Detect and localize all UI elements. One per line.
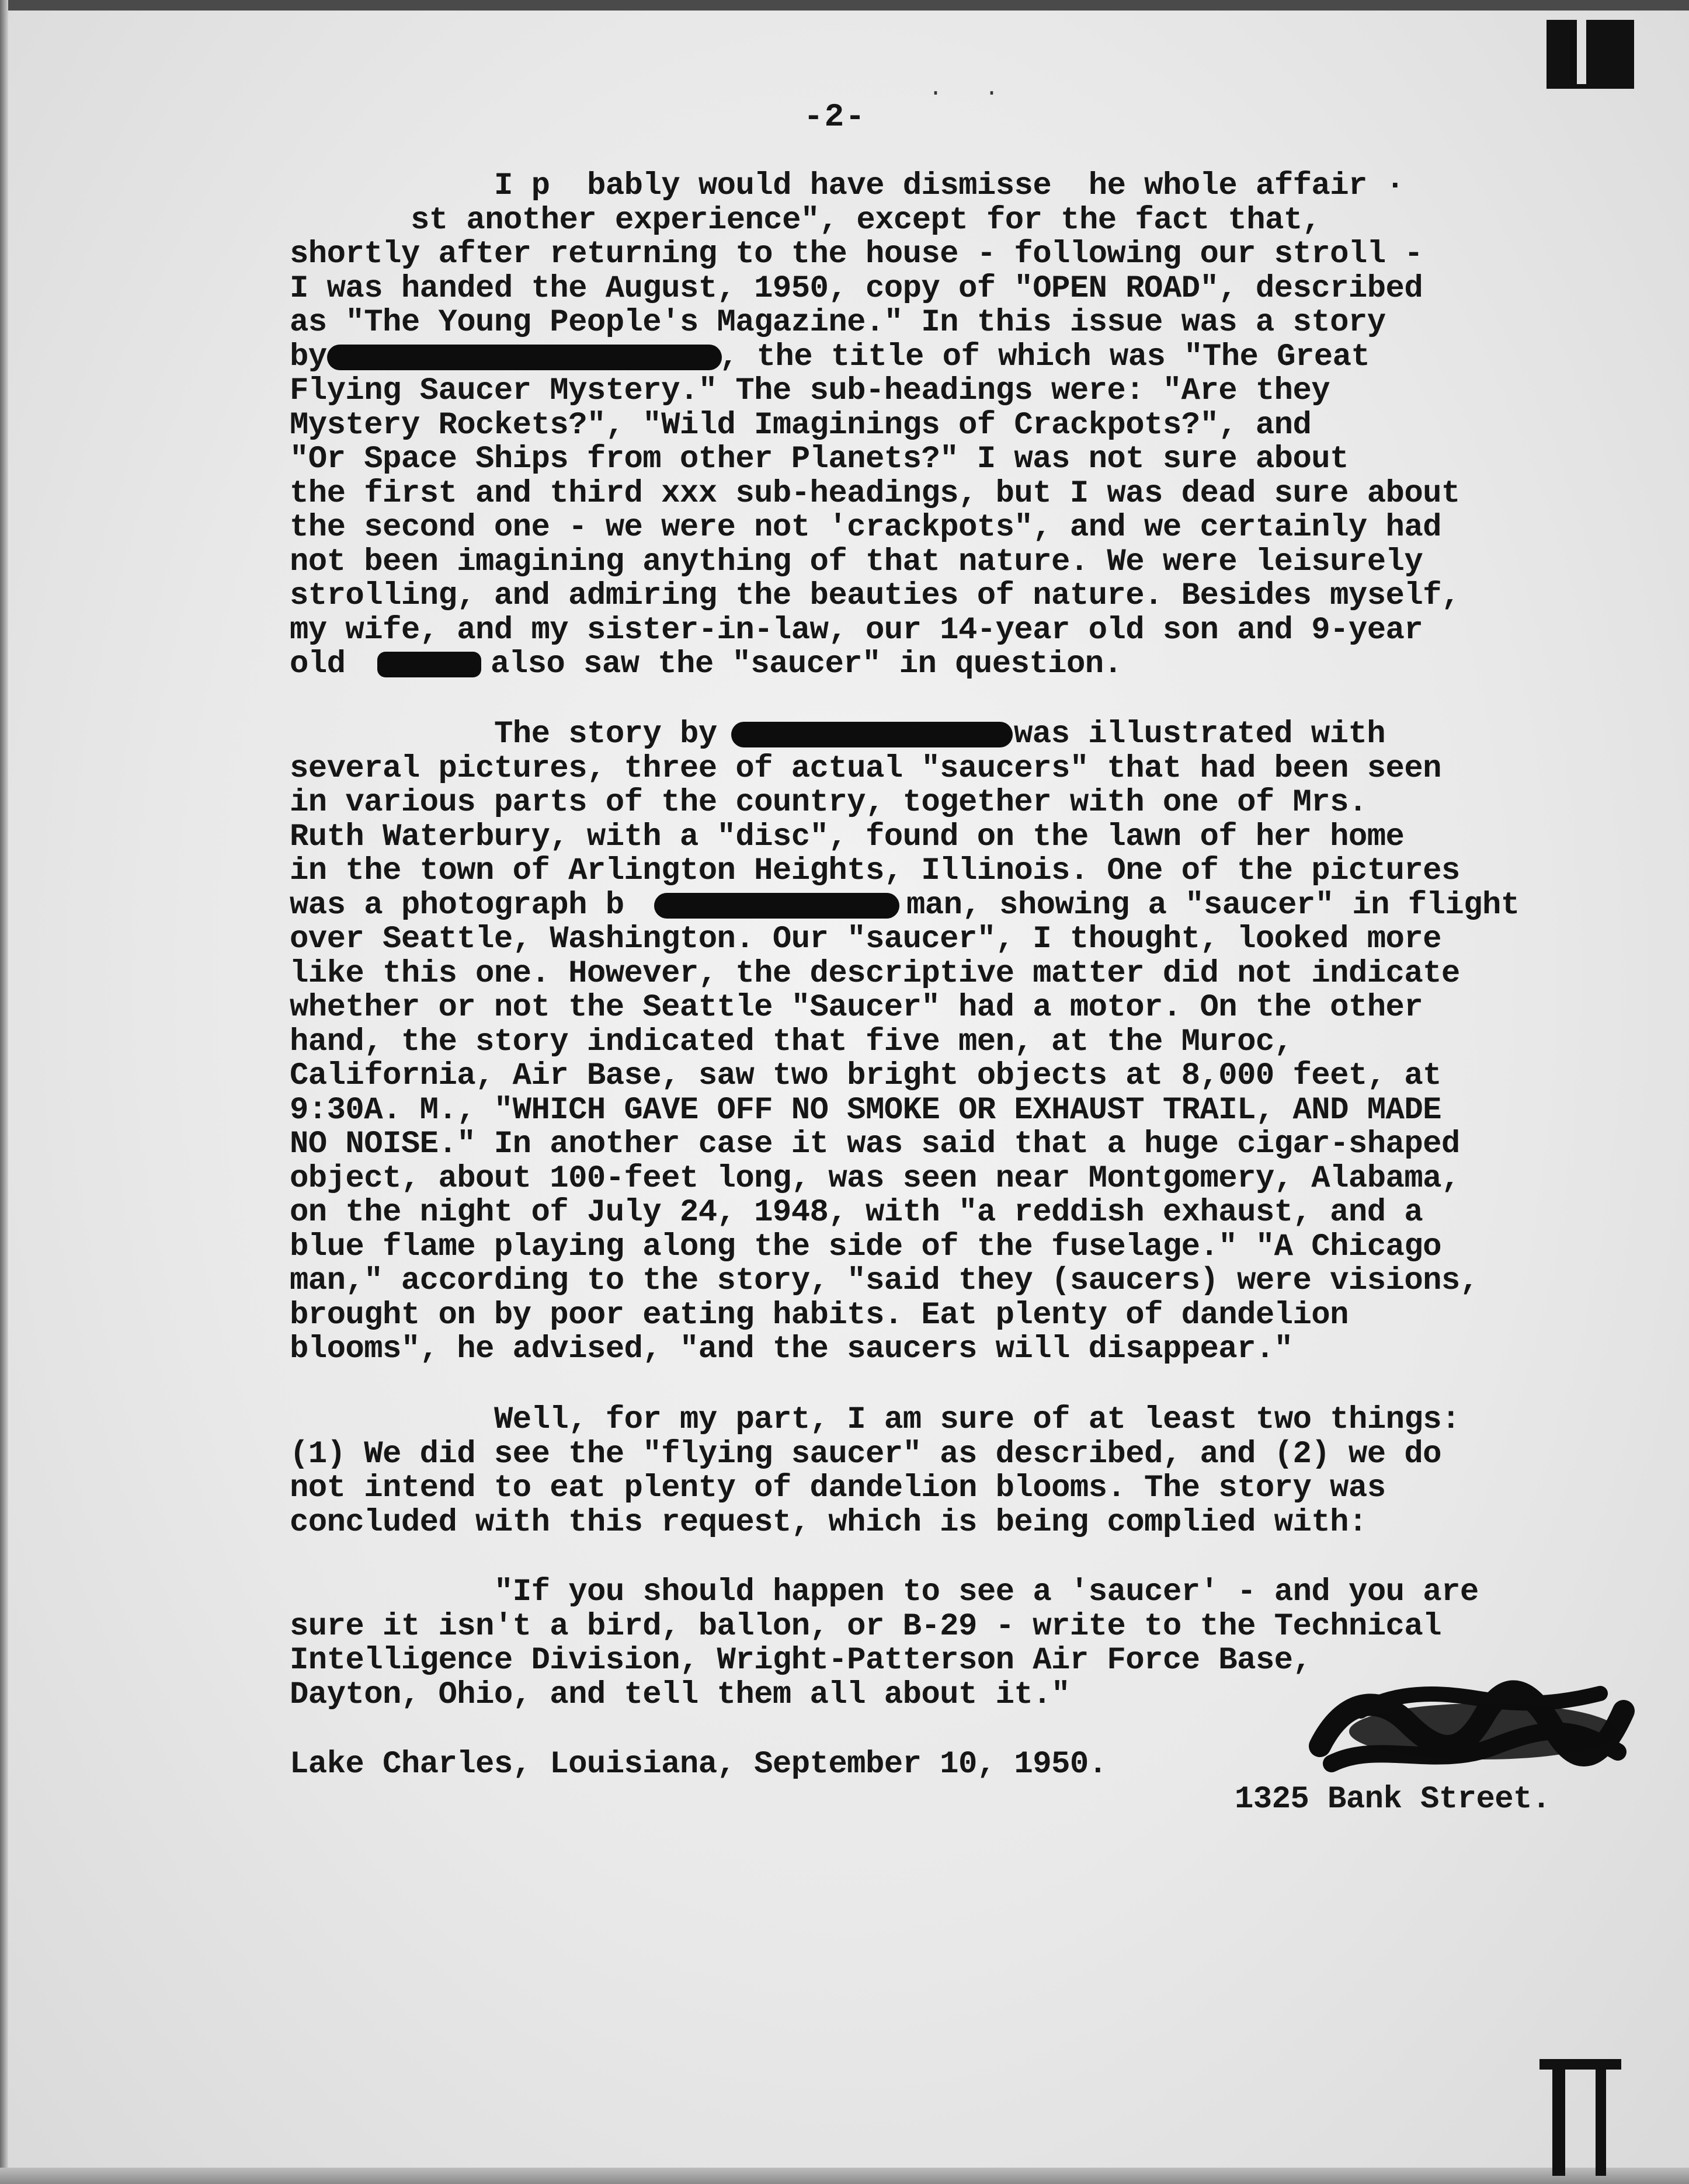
- paragraph-1-line-6-end: , the title of which was "The Great: [720, 339, 1370, 375]
- redacted-signature: [1308, 1676, 1635, 1775]
- paragraph-2-line-1-end: was illustrated with: [1014, 717, 1386, 752]
- scan-left-edge: [0, 0, 8, 2184]
- paragraph-2-line-8: like this one. However, the descriptive matter did not indicate: [290, 956, 1460, 992]
- paragraph-1-line-5: as "The Young People's Magazine." In this issue was a story: [290, 305, 1386, 340]
- paragraph-1-line-10: the first and third xxx sub-headings, but I was dead sure about: [290, 476, 1460, 512]
- paragraph-1-line-3: shortly after returning to the house - following our stroll -: [290, 237, 1423, 272]
- redaction-author-name: [327, 345, 722, 370]
- paragraph-1-line-15-start: old: [290, 646, 346, 682]
- paragraph-1-line-8: Mystery Rockets?", "Wild Imaginings of Crackpots?", and: [290, 408, 1312, 443]
- paragraph-2-line-15: on the night of July 24, 1948, with "a reddish exhaust, and a: [290, 1195, 1423, 1230]
- frame-mark-right-leg: [1596, 2059, 1606, 2176]
- frame-mark-left-leg: [1552, 2059, 1565, 2176]
- paragraph-2-line-7: over Seattle, Washington. Our "saucer", I thought, looked more: [290, 921, 1441, 957]
- scan-top-edge: [0, 0, 1689, 11]
- microfilm-frame-mark-top: [1546, 20, 1634, 89]
- paragraph-2-line-2: several pictures, three of actual "saucers" that had been seen: [290, 751, 1441, 787]
- paragraph-2-line-9: whether or not the Seattle "Saucer" had a motor. On the other: [290, 990, 1423, 1025]
- paragraph-2-line-19: blooms", he advised, "and the saucers will disappear.": [290, 1331, 1293, 1367]
- paragraph-1-line-15-end: also saw the "saucer" in question.: [491, 646, 1122, 682]
- paragraph-2-line-5: in the town of Arlington Heights, Illinois. One of the pictures: [290, 853, 1460, 889]
- paragraph-2-line-17: man," according to the story, "said they (saucers) were visions,: [290, 1263, 1479, 1299]
- paragraph-1-line-13: strolling, and admiring the beauties of nature. Besides myself,: [290, 578, 1460, 614]
- microfilm-frame-mark-gap: [1577, 20, 1586, 84]
- paragraph-2-line-16: blue flame playing along the side of the fuselage." "A Chicago: [290, 1229, 1441, 1265]
- scan-bottom-edge: [0, 2168, 1689, 2184]
- quote-line-3: Intelligence Division, Wright-Patterson Air Force Base,: [290, 1643, 1312, 1678]
- paragraph-1-line-7: Flying Saucer Mystery." The sub-headings were: "Are they: [290, 373, 1330, 409]
- paragraph-1-line-6-start: by: [290, 339, 327, 375]
- quote-line-1: "If you should happen to see a 'saucer' - and you are: [494, 1574, 1479, 1610]
- place-and-date: Lake Charles, Louisiana, September 10, 1950.: [290, 1747, 1107, 1782]
- paragraph-3-line-1: Well, for my part, I am sure of at least two things:: [494, 1402, 1460, 1438]
- paragraph-3-line-3: not intend to eat plenty of dandelion blooms. The story was: [290, 1470, 1386, 1506]
- scan-specks: · ·: [929, 81, 999, 107]
- paragraph-1-line-2: st another experience", except for the fact that,: [411, 203, 1321, 238]
- paragraph-2-line-13: NO NOISE." In another case it was said that a huge cigar-shaped: [290, 1126, 1460, 1162]
- paragraph-2-line-11: California, Air Base, saw two bright objects at 8,000 feet, at: [290, 1058, 1441, 1094]
- paragraph-2-line-18: brought on by poor eating habits. Eat plenty of dandelion: [290, 1298, 1349, 1333]
- paragraph-2-line-6-end: man, showing a "saucer" in flight: [906, 888, 1520, 923]
- paragraph-1-line-12: not been imagining anything of that nature. We were leisurely: [290, 544, 1423, 580]
- paragraph-3-line-2: (1) We did see the "flying saucer" as described, and (2) we do: [290, 1437, 1441, 1472]
- quote-line-2: sure it isn't a bird, ballon, or B-29 - write to the Technical: [290, 1609, 1441, 1644]
- paragraph-2-line-10: hand, the story indicated that five men, at the Muroc,: [290, 1024, 1293, 1060]
- paragraph-1-line-9: "Or Space Ships from other Planets?" I was not sure about: [290, 441, 1349, 477]
- paragraph-2-line-3: in various parts of the country, together with one of Mrs.: [290, 785, 1367, 820]
- paragraph-1-line-11: the second one - we were not 'crackpots", and we certainly had: [290, 510, 1441, 545]
- microfilm-frame-mark-bottom: [1539, 2059, 1621, 2176]
- redaction-story-author-block: [731, 722, 1013, 747]
- paragraph-2-line-12: 9:30A. M., "WHICH GAVE OFF NO SMOKE OR EXHAUST TRAIL, AND MADE: [290, 1093, 1441, 1128]
- paragraph-2-line-1-start: The story by: [494, 717, 717, 752]
- street-address: 1325 Bank Street.: [1235, 1782, 1551, 1817]
- paragraph-2-line-4: Ruth Waterbury, with a "disc", found on the lawn of her home: [290, 819, 1405, 855]
- redaction-photographer-name: [654, 893, 899, 919]
- page-number: -2-: [804, 98, 866, 135]
- quote-line-4: Dayton, Ohio, and tell them all about it.": [290, 1677, 1070, 1713]
- paragraph-1-line-1: I p bably would have dismisse he whole affair ·: [494, 168, 1405, 204]
- paragraph-3-line-4: concluded with this request, which is being complied with:: [290, 1505, 1367, 1540]
- frame-mark-bar: [1539, 2059, 1621, 2070]
- redaction-child-name: [377, 652, 481, 677]
- paragraph-1-line-4: I was handed the August, 1950, copy of "OPEN ROAD", described: [290, 271, 1423, 307]
- paragraph-1-line-14: my wife, and my sister-in-law, our 14-year old son and 9-year: [290, 613, 1423, 648]
- paragraph-2-line-6-start: was a photograph b: [290, 888, 624, 923]
- paragraph-2-line-14: object, about 100-feet long, was seen near Montgomery, Alabama,: [290, 1161, 1460, 1197]
